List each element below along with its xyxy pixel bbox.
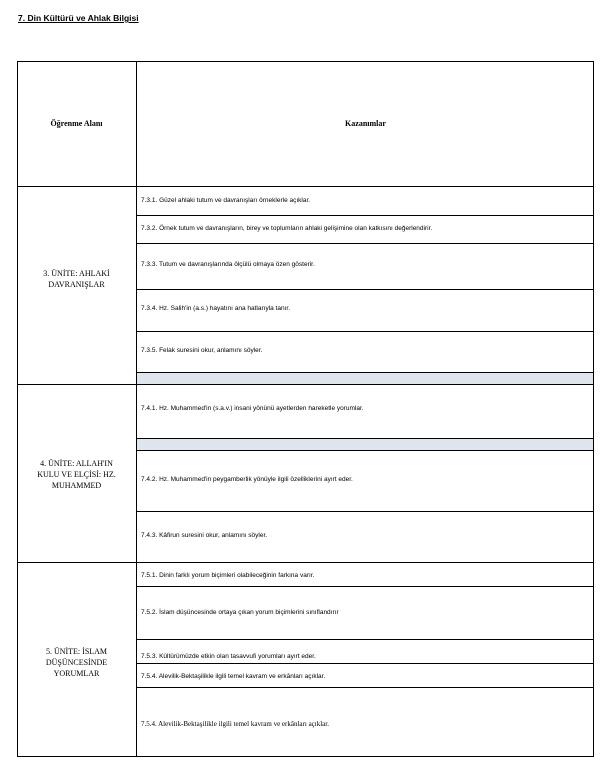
outcome-7-4-2: 7.4.2. Hz. Muhammed'in peygamberlik yönüyle ilgili özelliklerini ayırt eder. <box>141 476 353 483</box>
curriculum-table <box>17 61 594 757</box>
separator-row <box>137 438 594 450</box>
unit-4-line-1: 4. ÜNİTE: ALLAH'IN <box>40 459 113 468</box>
outcome-7-4-3: 7.4.3. Kâfirun suresini okur, anlamını söyler. <box>141 532 268 539</box>
outcome-7-5-2: 7.5.2. İslam düşüncesinde ortaya çıkan yorum biçimlerini sınıflandırır <box>141 609 339 616</box>
unit-5-line-1: 5. ÜNİTE: İSLAM <box>45 647 108 656</box>
outcome-7-4-1: 7.4.1. Hz. Muhammed'in (s.a.v.) insani yönünü ayetlerden hareketle yorumlar. <box>141 405 364 412</box>
row-divider <box>136 639 594 640</box>
row-divider <box>136 511 594 512</box>
row-divider <box>136 372 594 373</box>
row-divider <box>136 663 594 664</box>
unit-5-line-3: YORUMLAR <box>53 669 100 678</box>
unit-3-line-1: 3. ÜNİTE: AHLAKİ <box>43 269 110 278</box>
header-outcomes: Kazanımlar <box>345 119 386 128</box>
row-divider <box>136 438 594 439</box>
header-learning-area: Öğrenme Alanı <box>50 119 103 128</box>
outcome-7-5-4-repeat: 7.5.4. Alevilik-Bektaşilikle ilgili temel kavram ve erkânları açıklar. <box>141 720 329 728</box>
unit-3-label <box>17 268 136 290</box>
outcome-7-5-3: 7.5.3. Kültürümüzde etkin olan tasavvufi yorumları ayırt eder. <box>141 653 316 660</box>
outcome-7-3-2: 7.3.2. Örnek tutum ve davranışların, birey ve toplumların ahlaki gelişimine olan katkısını değerlendirir. <box>141 225 433 232</box>
unit-5-line-2: DÜŞÜNCESİNDE <box>45 658 108 667</box>
outcome-7-5-1: 7.5.1. Dinin farklı yorum biçimleri olabileceğinin farkına varır. <box>141 572 315 579</box>
header-divider <box>17 186 594 187</box>
table-border-bottom <box>17 756 594 757</box>
unit-4-line-3: MUHAMMED <box>51 481 102 490</box>
outcome-7-3-1: 7.3.1. Güzel ahlaki tutum ve davranışları örneklerle açıklar. <box>141 197 311 204</box>
unit-divider <box>17 562 594 563</box>
page-title: 7. Din Kültürü ve Ahlak Bilgisi <box>18 13 139 23</box>
outcome-7-3-3: 7.3.3. Tutum ve davranışlarında ölçülü olmaya özen gösterir. <box>141 261 315 268</box>
unit-4-label <box>17 458 136 491</box>
row-divider <box>136 243 594 244</box>
table-border-right <box>593 61 594 757</box>
row-divider <box>136 450 594 451</box>
outcome-7-3-5: 7.3.5. Felak suresini okur, anlamını söyler. <box>141 347 263 354</box>
row-divider <box>136 215 594 216</box>
row-divider <box>136 331 594 332</box>
separator-row <box>137 372 594 384</box>
row-divider <box>136 289 594 290</box>
row-divider <box>136 687 594 688</box>
unit-divider <box>17 384 594 385</box>
column-divider <box>136 61 137 757</box>
outcome-7-5-4: 7.5.4. Alevilik-Bektaşilikle ilgili temel kavram ve erkânları açıklar. <box>141 673 326 680</box>
outcome-7-3-4: 7.3.4. Hz. Salih'in (a.s.) hayatını ana hatlarıyla tanır. <box>141 305 291 312</box>
row-divider <box>136 586 594 587</box>
unit-4-line-2: KULU VE ELÇİSİ: HZ. <box>37 470 116 479</box>
unit-3-line-2: DAVRANIŞLAR <box>48 280 105 289</box>
table-border-top <box>17 61 594 62</box>
unit-5-label <box>17 646 136 679</box>
